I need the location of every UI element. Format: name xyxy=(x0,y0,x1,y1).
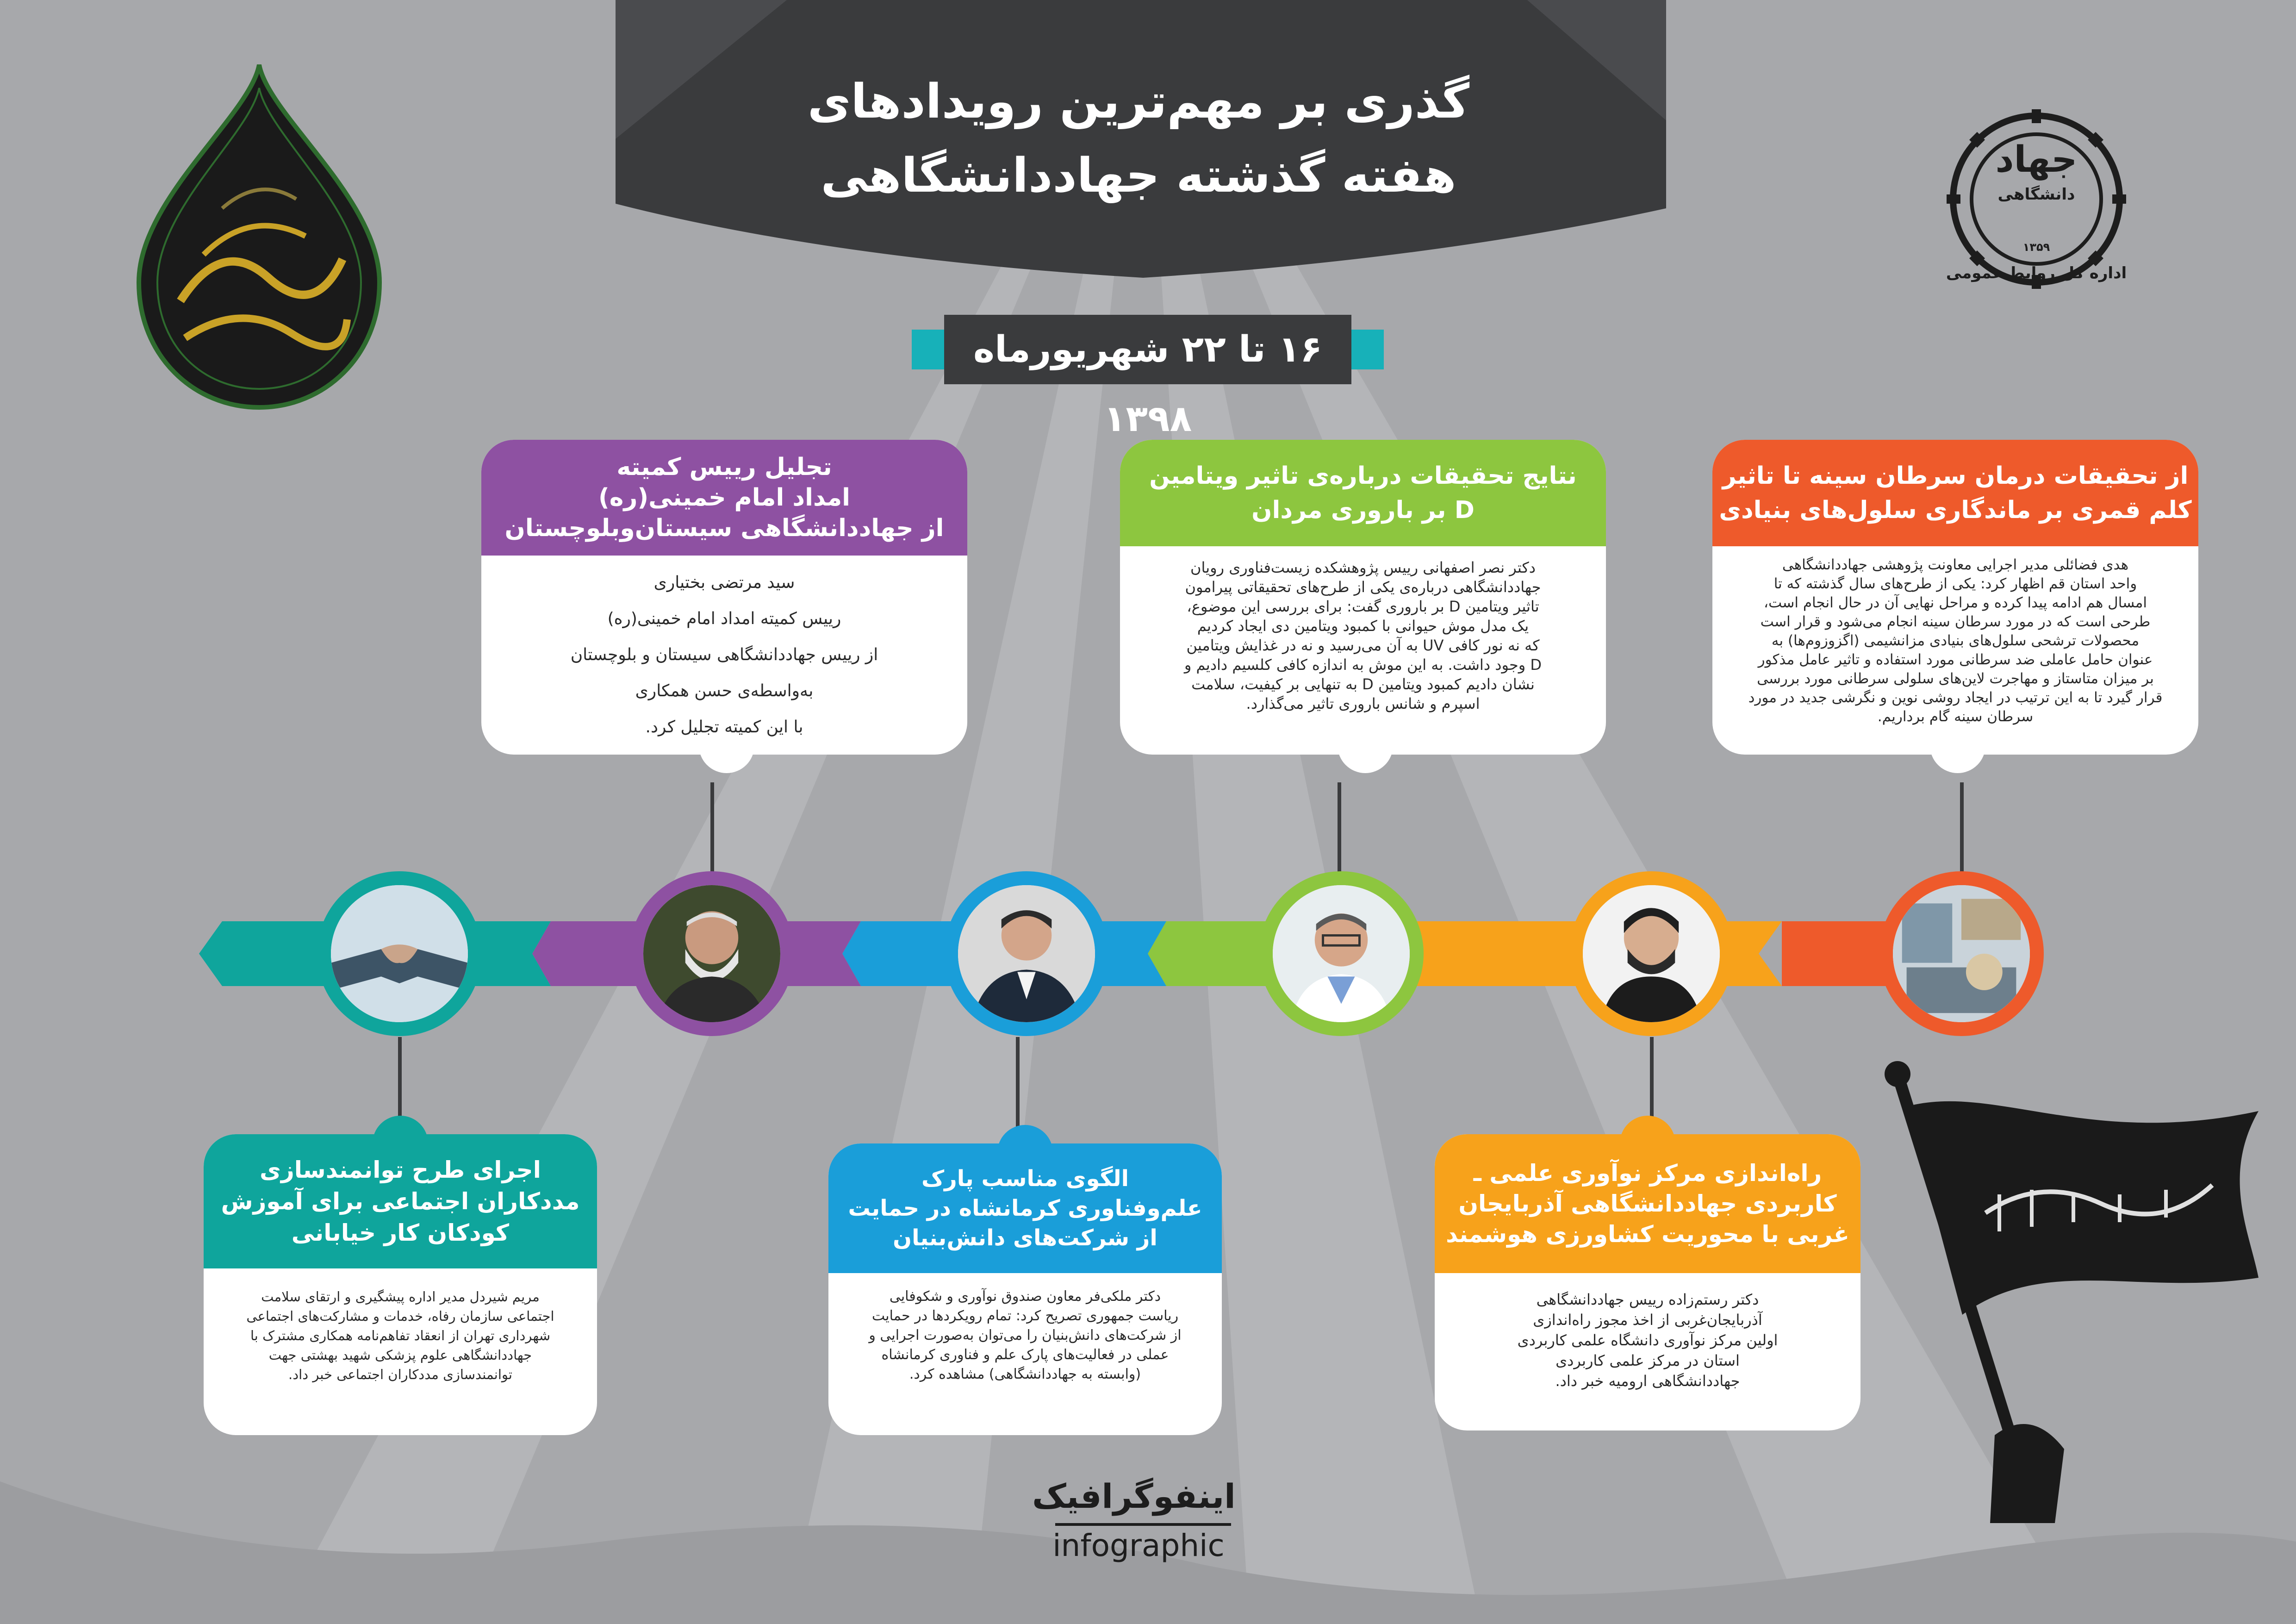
news-card-body: دکتر رستم‌زاده رییس جهاددانشگاهی آذربایجان‌غربی از اخذ مجوز راه‌اندازی اولین مرکز نوآوری دانشگاه علمی کاربردی استان در مرکز علمی کاربردی جهاددانشگاهی ارومیه خبر داد. xyxy=(1517,1291,1778,1390)
timeline-node-purple xyxy=(629,871,794,1036)
timeline-node-yellow xyxy=(1569,871,1734,1036)
person-photo xyxy=(1583,885,1720,1022)
calligraphy-emblem-icon xyxy=(130,60,389,412)
timeline-node-teal xyxy=(317,871,482,1036)
title-line-2: هفته گذشته جهاددانشگاهی xyxy=(821,148,1456,203)
news-card-title: از تحقیقات درمان سرطان سینه تا تاثیر کلم قمری بر ماندگاری سلول‌های بنیادی xyxy=(1719,462,2192,524)
timeline-node-blue xyxy=(944,871,1109,1036)
news-card-title: الگوی مناسب پارک علم‌وفناوری کرمانشاه در حمایت از شرکت‌های دانش‌بنیان xyxy=(848,1166,1202,1251)
connector-line xyxy=(1016,1037,1020,1139)
news-card-title: اجرای طرح توانمندسازی مددکاران اجتماعی برای آموزش کودکان کار خیابانی xyxy=(221,1156,580,1246)
page-title xyxy=(616,65,1661,213)
news-card-bottom-3 xyxy=(204,1134,597,1435)
person-photo xyxy=(643,885,780,1022)
person-photo xyxy=(1273,885,1410,1022)
news-card-bottom-2 xyxy=(828,1143,1222,1435)
news-card-title: راه‌اندازی مرکز نوآوری علمی ـ کاربردی جهاددانشگاهی آذربایجان غربی با محوریت کشاورزی هوشمند xyxy=(1446,1160,1849,1248)
timeline-node-green xyxy=(1259,871,1424,1036)
flag-icon xyxy=(1879,1056,2277,1528)
news-card-body: سید مرتضی بختیاری رییس کمیته امداد امام خمینی(ره) از رییس جهاددانشگاهی سیستان و بلوچستان به‌واسطه‌ی حسن همکاری با این کمیته تجلیل کرد. xyxy=(570,573,878,737)
news-card-top-1 xyxy=(1712,440,2198,755)
news-card-title: نتایج تحقیقات درباره‌ی تاثیر ویتامین D بر باروری مردان xyxy=(1149,462,1577,524)
person-photo xyxy=(958,885,1095,1022)
news-card-header xyxy=(1712,440,2198,546)
news-card-bottom-1 xyxy=(1435,1134,1860,1430)
logo-sub: دانشگاهی xyxy=(1997,185,2075,204)
news-card-header xyxy=(828,1143,1222,1273)
news-card-body: دکتر نصر اصفهانی رییس پژوهشکده زیست‌فناوری رویان جهاددانشگاهی درباره‌ی یکی از طرح‌های تحقیقاتی پیرامون تاثیر ویتامین D بر باروری گفت: برای بررسی این موضوع، یک مدل موش حیوانی با کمبود ویتامین دی ایجاد کردیم که نه نور کافی UV به آن می‌رسید و نه در غذایش ویتامین D وجود داشت. به این موش به اندازه کافی کلسیم دادیم و نشان دادیم کمبود ویتامین D به تنهایی بر کیفیت، سلامت اسپرم و شانس باروری تاثیر می‌گذارد. xyxy=(1184,559,1542,712)
news-card-body: دکتر ملکی‌فر معاون صندوق نوآوری و شکوفایی ریاست جمهوری تصریح کرد: تمام رویکردها در حمایت از شرکت‌های دانش‌بنیان را می‌توان به‌صورت اجرایی و عملی در فعالیت‌های پارک علم و فناوری کرمانشاه (وابسته به جهاددانشگاهی) مشاهده کرد. xyxy=(869,1288,1182,1382)
logo-caption: اداره کل روابط عمومی xyxy=(1946,264,2127,282)
news-card-body: هدی فضائلی مدیر اجرایی معاونت پژوهشی جهاددانشگاهی واحد استان قم اظهار کرد: یکی از طرح‌های سال گذشته که تا امسال هم ادامه پیدا کرده و مراحل نهایی آن در حال انجام است، طرحی است که در مورد سرطان سینه انجام می‌شود و قرار است محصولات ترشحی سلول‌های بنیادی مزانشیمی (اگزوزوم‌ها) به عنوان حامل عاملی ضد سرطانی مورد استفاده و تاثیر عامل مذکور بر میزان متاستاز و مهاجرت لاین‌های سلولی سرطانی مورد بررسی قرار گیرد تا به این ترتیب در ایجاد روشی نوین و نگرشی جدید در مورد سرطان سینه گام برداریم. xyxy=(1748,556,2163,725)
news-card-header xyxy=(204,1134,597,1268)
logo-name: جهاد xyxy=(1995,139,2078,181)
brand-divider xyxy=(1055,1523,1231,1526)
news-card-header xyxy=(1435,1134,1860,1273)
news-card-title: تجلیل رییس کمیته امداد امام خمینی(ره) از جهاددانشگاهی سیستان‌وبلوچستان xyxy=(504,453,944,542)
title-line-1: گذری بر مهم‌ترین رویدادهای xyxy=(807,74,1470,129)
date-range: ۱۶ تا ۲۲ شهریورماه ۱۳۹۸ xyxy=(944,315,1351,384)
logo-year: ۱۳۵۹ xyxy=(2022,241,2050,254)
timeline-node-orange xyxy=(1879,871,2044,1036)
lab-photo xyxy=(1893,885,2030,1022)
news-card-header xyxy=(481,440,967,556)
handshake-photo xyxy=(331,885,468,1022)
news-card-top-3 xyxy=(481,440,967,755)
news-card-header xyxy=(1120,440,1606,546)
brand-persian: اینفوگرافیک xyxy=(1032,1477,1236,1516)
brand-english: infographic xyxy=(1052,1528,1225,1563)
news-card-body: مریم شیردل مدیر اداره پیشگیری و ارتقای سلامت اجتماعی سازمان رفاه، خدمات و مشارکت‌های اجتماعی شهرداری تهران از انعقاد تفاهم‌نامه همکاری مشترک با جهاددانشگاهی علوم پزشکی شهید بهشتی جهت توانمندسازی مددکاران اجتماعی خبر داد. xyxy=(246,1289,554,1382)
news-card-top-2 xyxy=(1120,440,1606,755)
